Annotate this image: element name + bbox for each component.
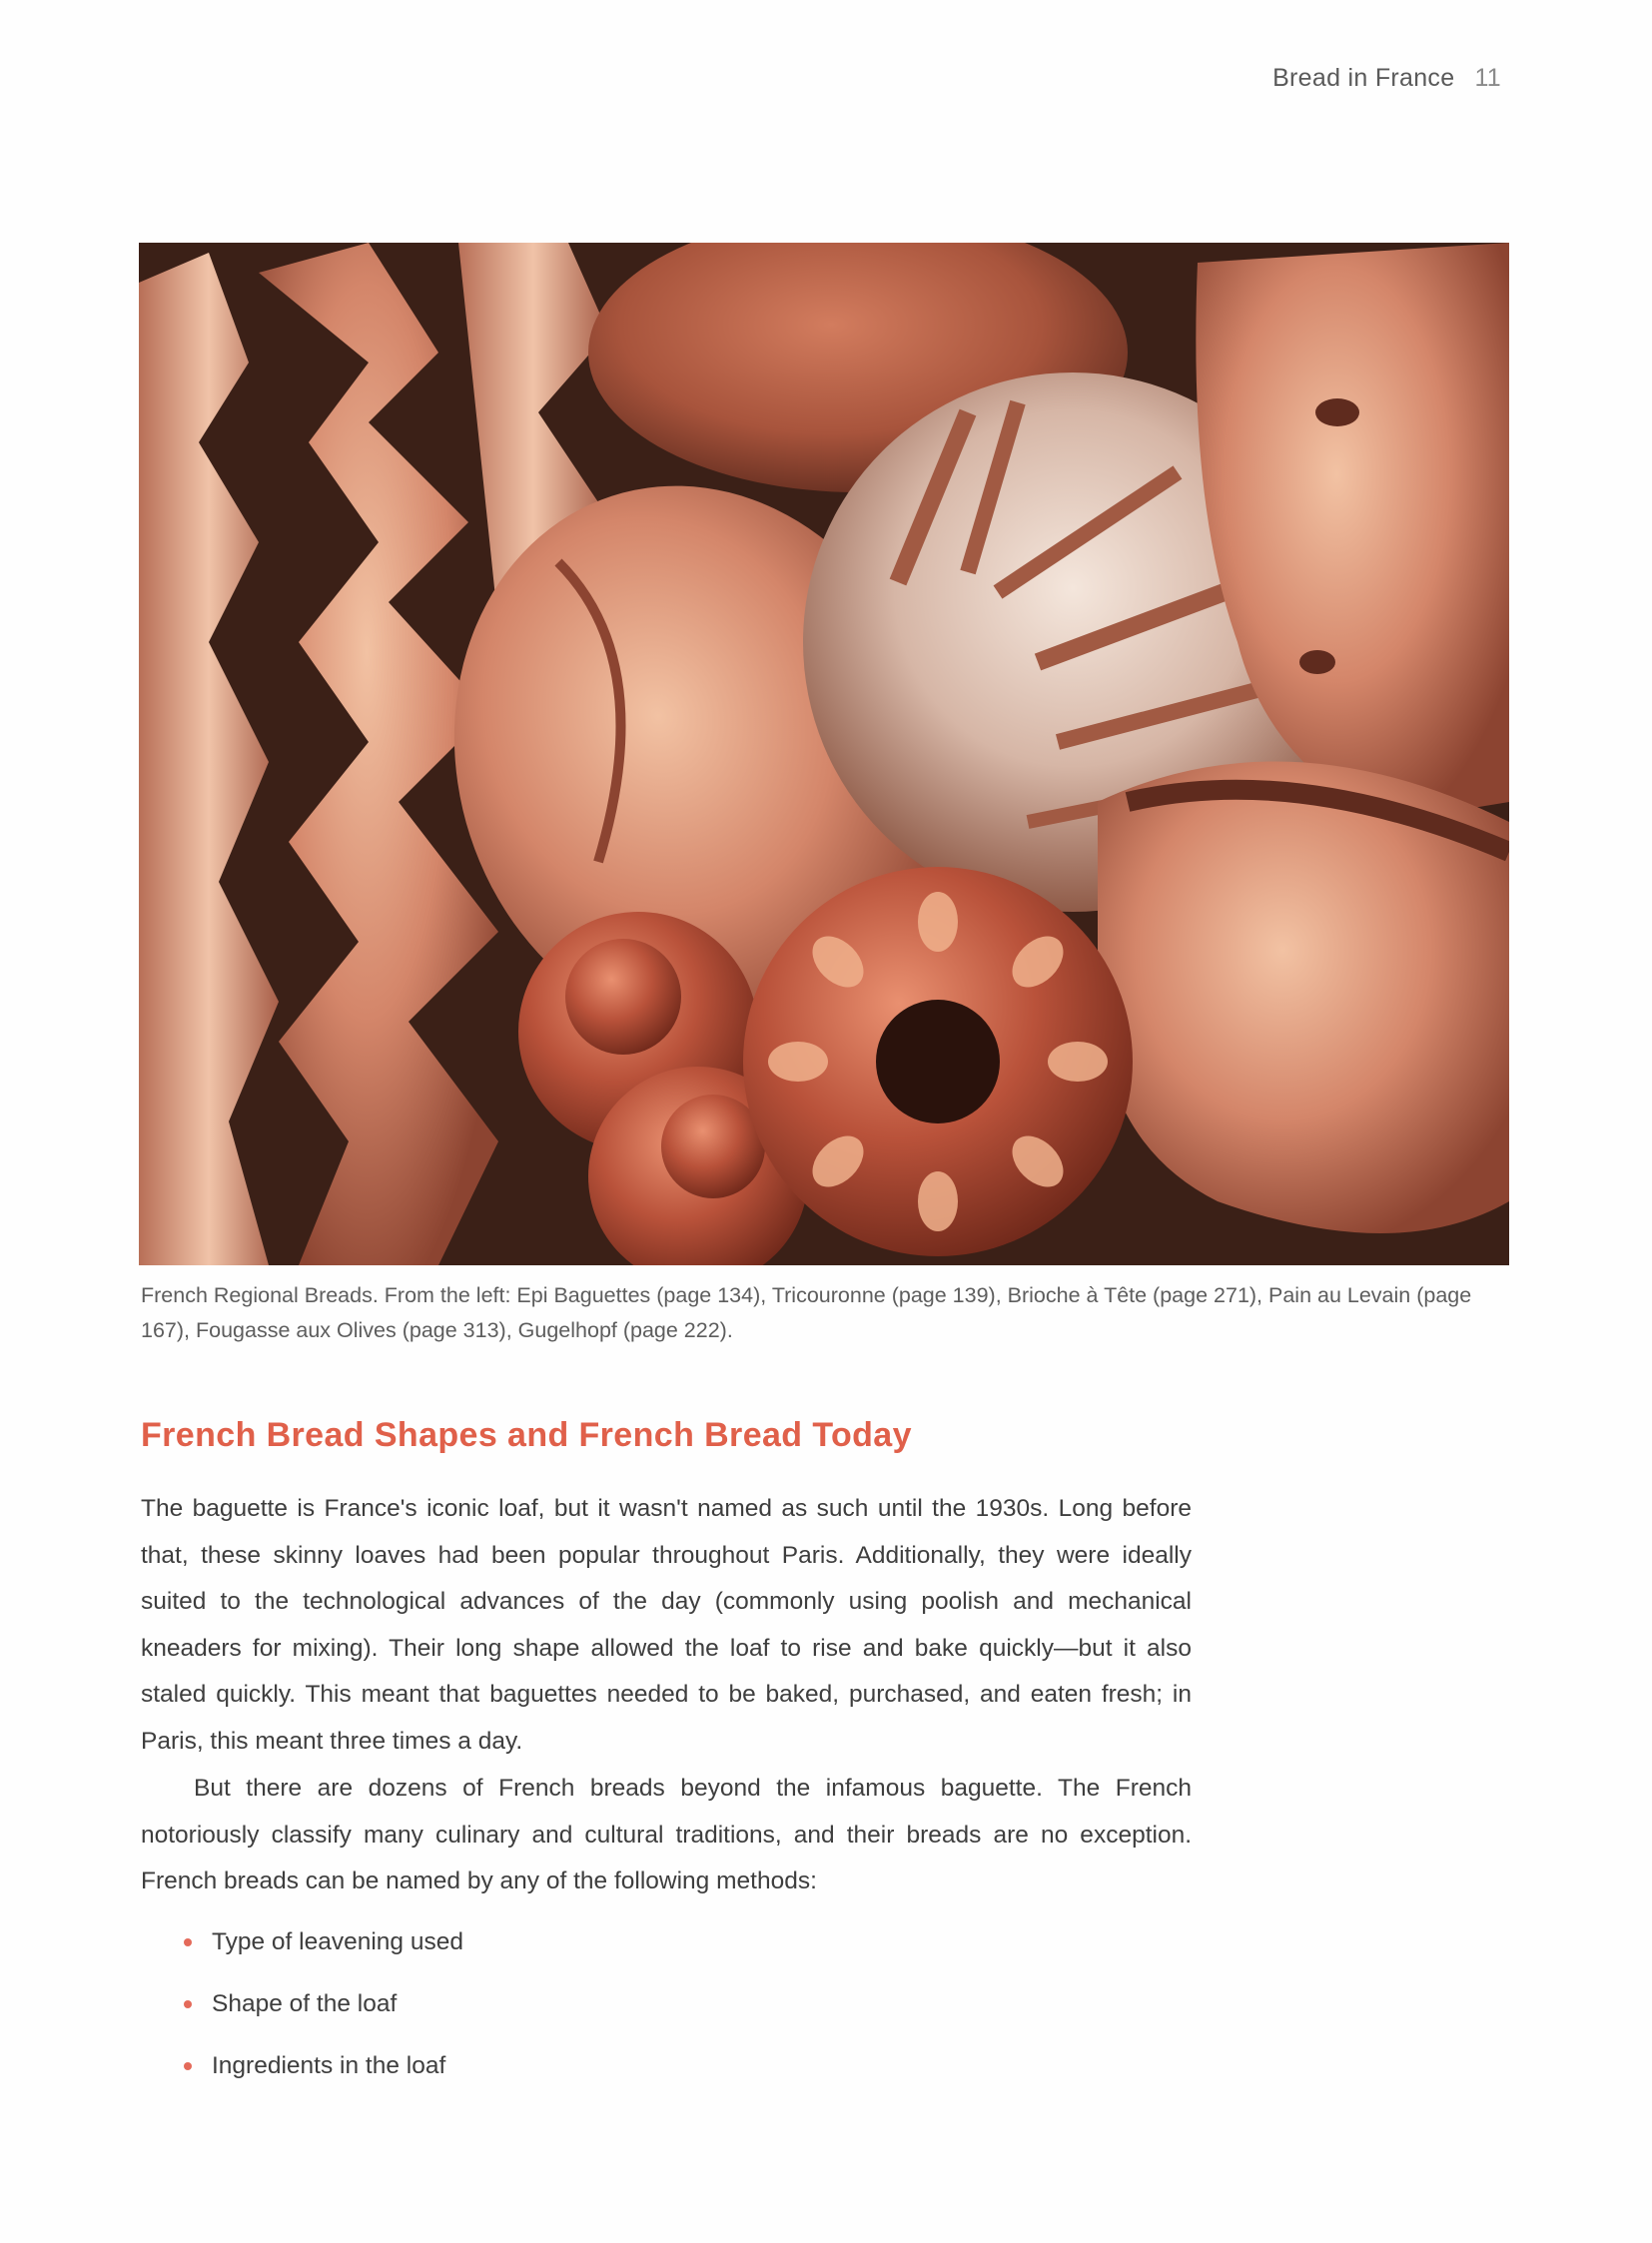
bullet-list [184, 1919, 463, 2105]
bullet-icon [184, 1938, 192, 1946]
gugelhopf [743, 867, 1133, 1256]
bread-photo-illustration [139, 243, 1509, 1265]
bullet-icon [184, 2000, 192, 2008]
figure-caption: French Regional Breads. From the left: Epi Baguettes (page 134), Tricouronne (page 139), Brioche à Tête (page 271), Pain au Levain (page 167), Fougasse aux Olives (page 313), Gugelhopf (page 222). [141, 1283, 1472, 1342]
page-number: 11 [1474, 64, 1501, 92]
list-item-text: Ingredients in the loaf [212, 2052, 446, 2079]
running-header [1272, 64, 1501, 93]
list-item [184, 1981, 463, 2043]
running-title: Bread in France [1272, 64, 1455, 92]
section-heading: French Bread Shapes and French Bread Today [141, 1416, 912, 1454]
list-item [184, 1919, 463, 1981]
list-item-text: Shape of the loaf [212, 1990, 398, 2017]
bullet-icon [184, 2062, 192, 2070]
list-item [184, 2043, 463, 2105]
list-item-text: Type of leavening used [212, 1928, 463, 1955]
body-paragraph: The baguette is France's iconic loaf, but it wasn't named as such until the 1930s. Long before that, these skinny loaves had been popular throughout Paris. Additionally, they were ideally suited to the technological advances of the day (commonly using poolish and mechanical kneaders for mixing). Their long shape allowed the loaf to rise and bake quickly—but it also staled quickly. This meant that baguettes needed to be baked, purchased, and eaten fresh; in Paris, this meant three times a day. [141, 1495, 1192, 1755]
bread-photo [139, 243, 1509, 1265]
body-paragraph: But there are dozens of French breads beyond the infamous baguette. The French notoriously classify many culinary and cultural traditions, and their breads are no exception. French breads can be named by any of the following methods: [141, 1775, 1192, 1895]
